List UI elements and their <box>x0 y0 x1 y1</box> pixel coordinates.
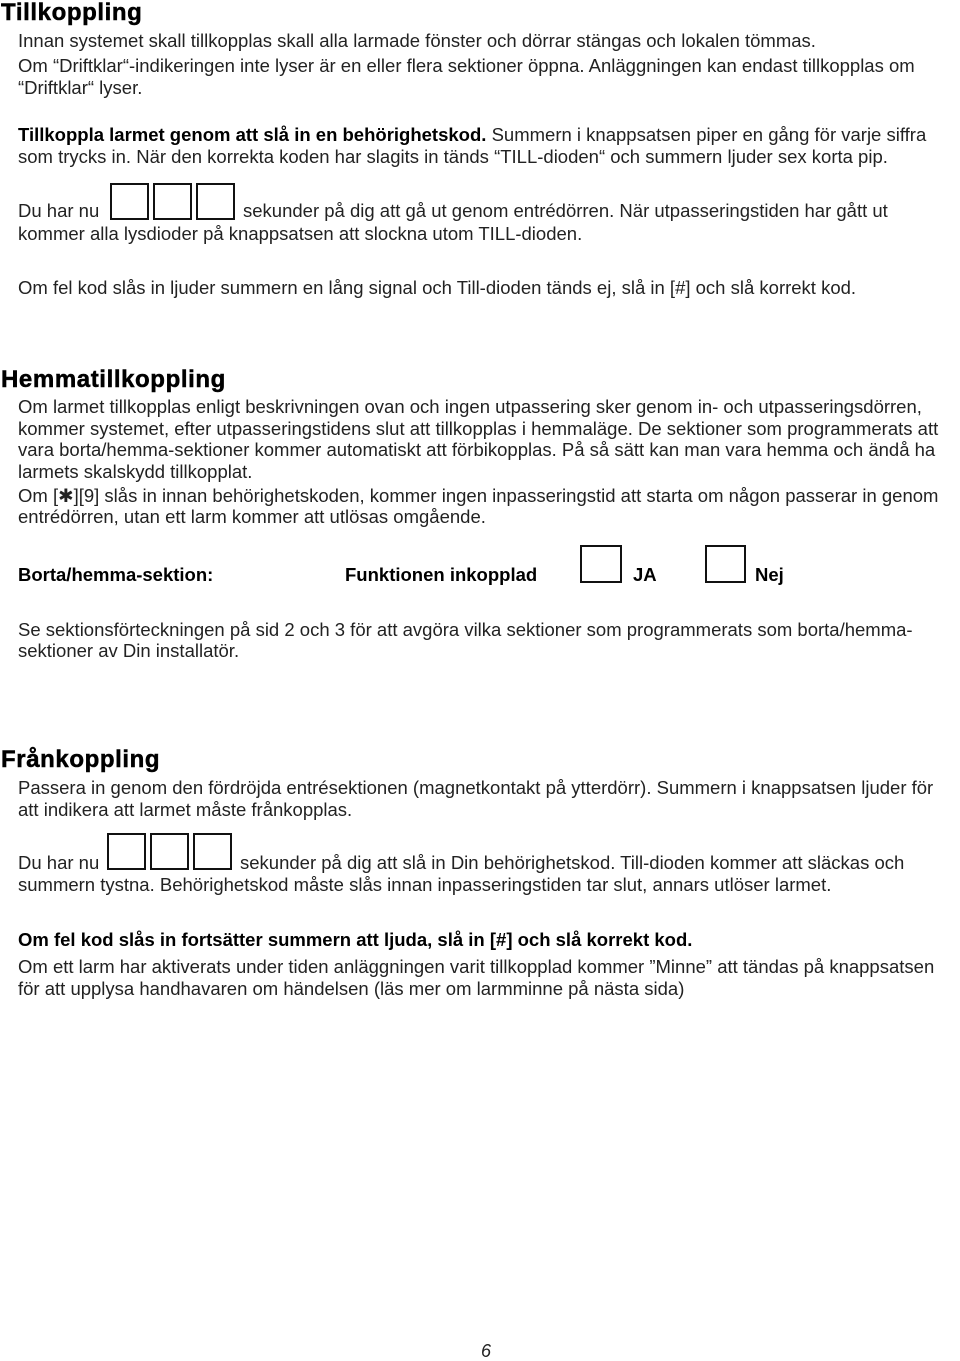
section-heading-hemmatillkoppling: Hemmatillkoppling <box>1 366 226 393</box>
paragraph-line: Se sektionsförteckningen på sid 2 och 3 för att avgöra vilka sektioner som programmerats som borta/hemma- <box>18 619 913 640</box>
borta-hemma-label: Borta/hemma-sektion: <box>18 564 214 585</box>
wrong-code-note: Om fel kod slås in ljuder summern en lång signal och Till-dioden tänds ej, slå in [#] och slå korrekt kod. <box>18 277 857 298</box>
paragraph-line: entrédörren, utan ett larm kommer att utlösas omgående. <box>18 506 486 527</box>
ja-label: JA <box>633 564 657 585</box>
paragraph-line: sektioner av Din installatör. <box>18 640 240 661</box>
page-number: 6 <box>481 1341 492 1361</box>
nej-checkbox <box>705 545 746 583</box>
ja-checkbox <box>580 545 622 583</box>
entry-seconds-box <box>107 833 146 870</box>
entry-seconds-box <box>193 833 232 870</box>
paragraph-line: för att upplysa handhavaren om händelsen (läs mer om larmminne på nästa sida) <box>18 978 685 999</box>
paragraph-line: “Driftklar“ lyser. <box>18 77 143 98</box>
function-label: Funktionen inkopplad <box>345 564 538 585</box>
exit-seconds-box <box>153 183 192 220</box>
paragraph-line: Om ett larm har aktiverats under tiden anläggningen varit tillkopplad kommer ”Minne” att tändas på knappsatsen <box>18 956 935 977</box>
exit-time-prefix: Du har nu <box>18 200 100 221</box>
section-heading-tillkoppling: Tillkoppling <box>1 0 143 26</box>
paragraph-line: kommer alla lysdioder på knappsatsen att slockna utom TILL-dioden. <box>18 223 583 244</box>
section-heading-frankoppling: Frånkoppling <box>1 746 161 773</box>
instruction-text: Summern i knappsatsen piper en gång för varje siffra <box>491 124 927 145</box>
exit-seconds-box <box>196 183 235 220</box>
paragraph-line: som trycks in. När den korrekta koden har slagits in tänds “TILL-dioden“ och summern ljuder sex korta pip. <box>18 146 888 167</box>
exit-seconds-box <box>110 183 149 220</box>
instruction-line <box>18 124 926 146</box>
paragraph-line: kommer systemet, efter utpasseringstidens slut att tillkopplas i hemmaläge. De sektioner som programmerats att <box>18 418 939 439</box>
entry-time-prefix: Du har nu <box>18 852 100 873</box>
wrong-code-warning: Om fel kod slås in fortsätter summern att ljuda, slå in [#] och slå korrekt kod. <box>18 929 693 950</box>
paragraph-line: Passera in genom den fördröjda entrésektionen (magnetkontakt på ytterdörr). Summern i knappsatsen ljuder för <box>18 777 934 798</box>
paragraph-line: Om larmet tillkopplas enligt beskrivningen ovan och ingen utpassering sker genom in- och utpasseringsdörren, <box>18 396 922 417</box>
paragraph-line: Om [✱][9] slås in innan behörighetskoden, kommer ingen inpasseringstid att starta om någon passerar in genom <box>18 485 939 506</box>
entry-seconds-box <box>150 833 189 870</box>
paragraph-line: att indikera att larmet måste frånkopplas. <box>18 799 353 820</box>
instruction-bold-text: Tillkoppla larmet genom att slå in en behörighetskod. <box>18 124 487 145</box>
paragraph-line: larmets skalskydd tillkopplat. <box>18 461 253 482</box>
paragraph-line: vara borta/hemma-sektioner kommer automatiskt att förbikopplas. På så sätt kan man vara hemma och ändå ha <box>18 439 936 460</box>
entry-time-suffix: sekunder på dig att slå in Din behörighetskod. Till-dioden kommer att släckas och <box>240 852 905 873</box>
paragraph-line: Innan systemet skall tillkopplas skall alla larmade fönster och dörrar stängas och lokalen tömmas. <box>18 30 816 51</box>
paragraph-line: Om “Driftklar“-indikeringen inte lyser är en eller flera sektioner öppna. Anläggningen kan endast tillkopplas om <box>18 55 915 76</box>
paragraph-line: summern tystna. Behörighetskod måste slås innan inpasseringstiden tar slut, annars utlöser larmet. <box>18 874 832 895</box>
nej-label: Nej <box>755 564 784 585</box>
exit-time-suffix: sekunder på dig att gå ut genom entrédörren. När utpasseringstiden har gått ut <box>243 200 888 221</box>
